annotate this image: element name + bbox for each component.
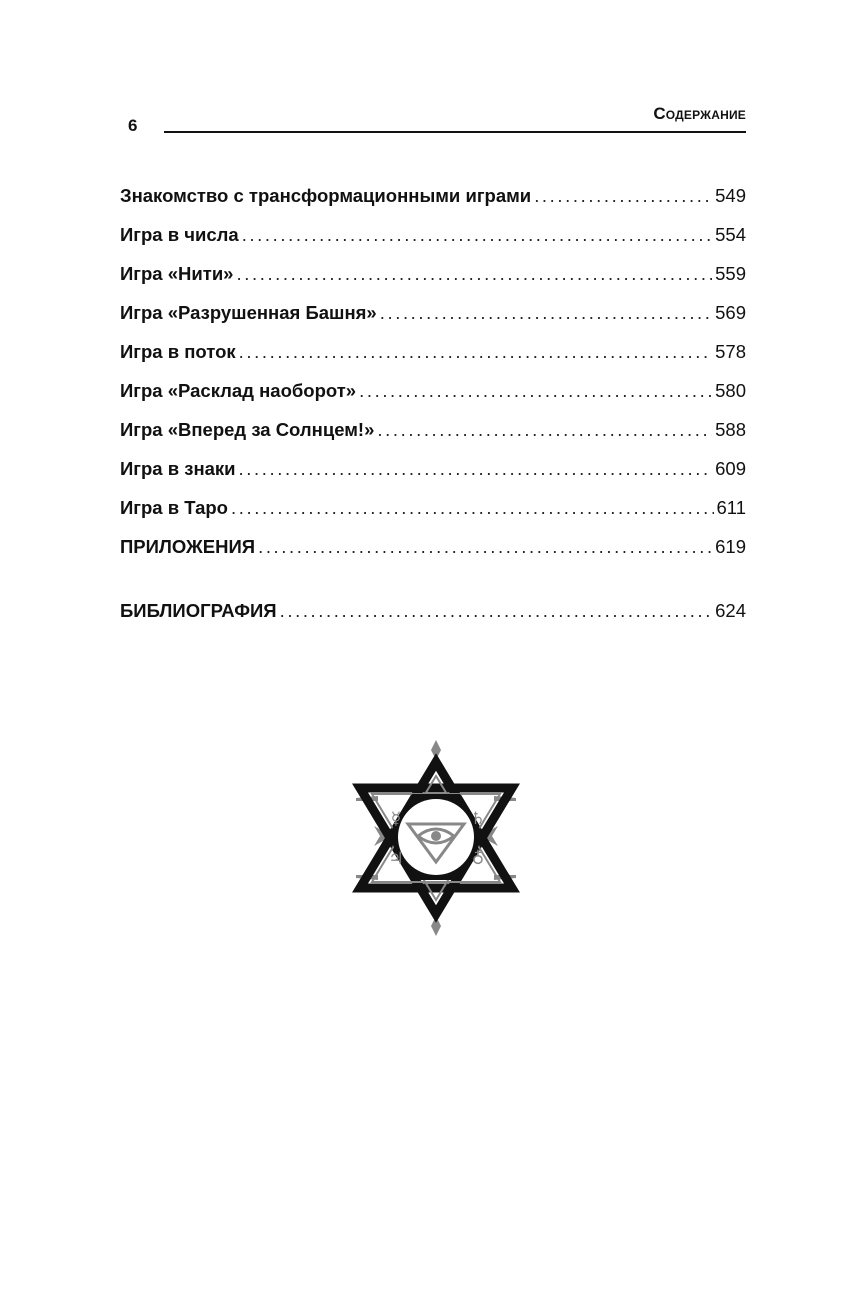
mercury-icon: ☿ — [390, 809, 402, 829]
toc-entry-page: 554 — [715, 224, 746, 245]
toc-entry[interactable] — [120, 419, 746, 458]
earth-icon: ♁ — [471, 849, 485, 869]
toc-entry-title: Игра «Вперед за Солнцем!» — [120, 419, 375, 440]
dot-leader — [359, 380, 712, 402]
toc-entry[interactable] — [120, 458, 746, 497]
toc-entry[interactable] — [120, 600, 746, 639]
toc-entry-title: Игра в числа — [120, 224, 239, 245]
dot-leader — [534, 185, 712, 207]
toc-entry-title: Игра «Расклад наоборот» — [120, 380, 357, 401]
toc-entry[interactable] — [120, 224, 746, 263]
dot-leader — [239, 458, 713, 480]
toc-entry-title: Игра в Таро — [120, 497, 228, 518]
toc-entry-page: 580 — [715, 380, 746, 401]
hexagram-eye-icon — [352, 740, 520, 936]
toc-entry-page: 624 — [715, 600, 746, 621]
saturn-icon: ♄ — [470, 809, 486, 829]
jupiter-icon: ♃ — [388, 849, 404, 869]
dot-leader — [377, 419, 712, 441]
toc-entry-title: Знакомство с трансформационными играми — [120, 185, 532, 206]
dot-leader — [239, 341, 712, 363]
toc-entry-title: Игра «Разрушенная Башня» — [120, 302, 377, 323]
table-of-contents — [120, 185, 746, 639]
toc-entry-page: 549 — [715, 185, 746, 206]
toc-entry[interactable] — [120, 341, 746, 380]
toc-entry-page: 588 — [715, 419, 746, 440]
toc-entry-title: ПРИЛОЖЕНИЯ — [120, 536, 256, 557]
toc-entry[interactable] — [120, 497, 746, 536]
dot-leader — [380, 302, 712, 324]
toc-entry[interactable] — [120, 302, 746, 341]
dot-leader — [242, 224, 712, 246]
header-rule — [164, 131, 746, 133]
toc-entry[interactable] — [120, 263, 746, 302]
toc-entry-title: Игра в поток — [120, 341, 236, 362]
dot-leader — [280, 600, 713, 622]
toc-entry[interactable] — [120, 380, 746, 419]
dot-leader — [231, 497, 714, 519]
toc-entry-title: БИБЛИОГРАФИЯ — [120, 600, 277, 621]
toc-entry-page: 619 — [715, 536, 746, 557]
toc-entry-page: 609 — [715, 458, 746, 479]
toc-entry-page: 559 — [715, 263, 746, 284]
page-number: 6 — [128, 116, 138, 135]
toc-entry-title: Игра в знаки — [120, 458, 236, 479]
toc-entry[interactable] — [120, 185, 746, 224]
toc-entry-title: Игра «Нити» — [120, 263, 234, 284]
toc-entry-page: 578 — [715, 341, 746, 362]
section-title: Содержание — [653, 104, 746, 123]
dot-leader — [236, 263, 712, 285]
toc-entry-page: 611 — [716, 497, 746, 518]
running-head — [124, 100, 746, 140]
toc-entry-page: 569 — [715, 302, 746, 323]
dot-leader — [258, 536, 712, 558]
toc-entry[interactable] — [120, 536, 746, 575]
